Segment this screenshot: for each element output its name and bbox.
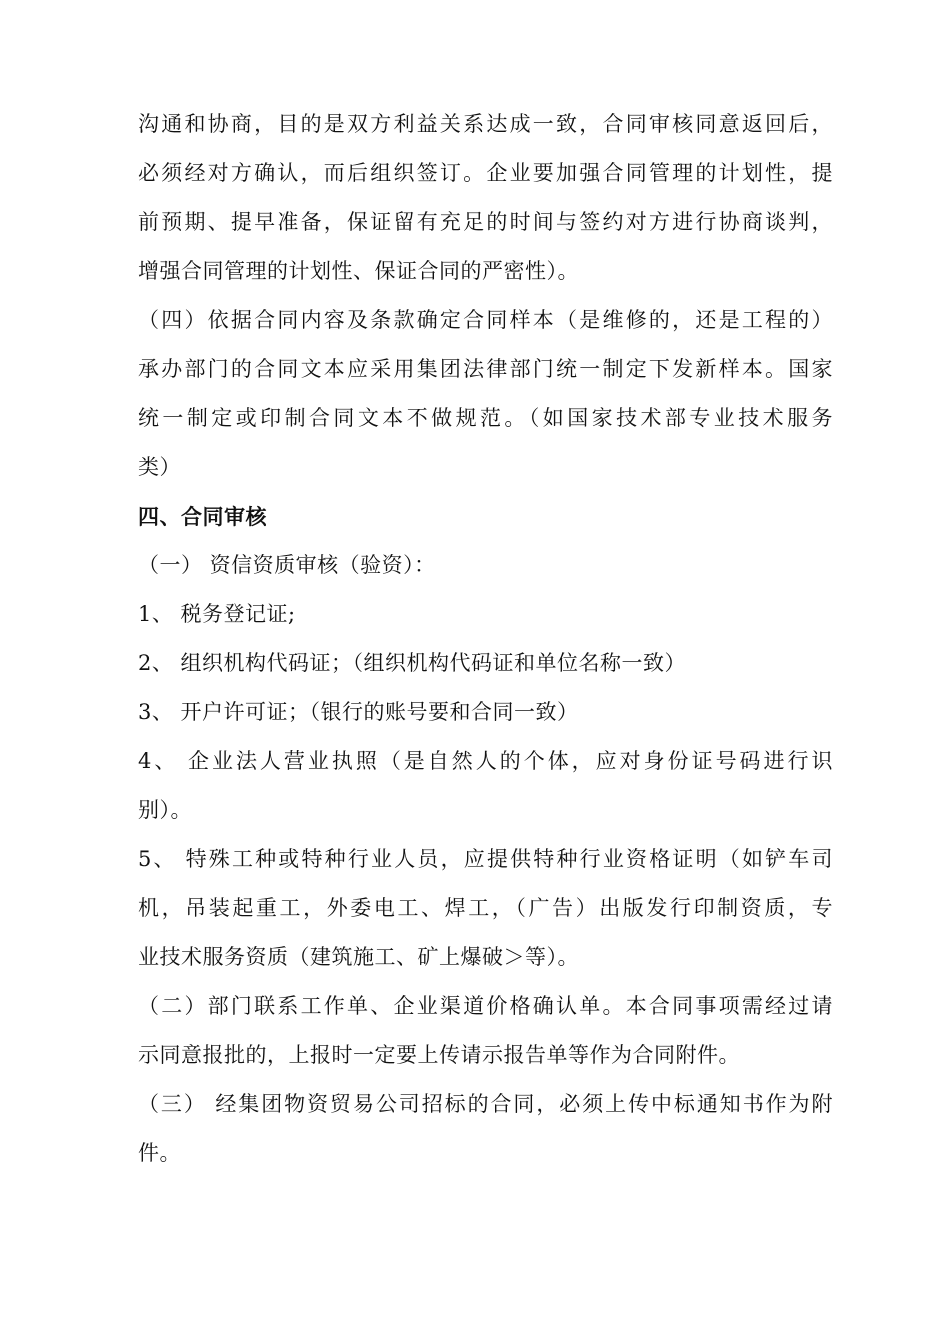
paragraph-line: （三） 经集团物资贸易公司招标的合同，必须上传中标通知书作为附 [138,1092,833,1116]
paragraph-line: 必须经对方确认，而后组织签订。企业要加强合同管理的计划性，提 [138,161,833,185]
paragraph-line: 增强合同管理的计划性、保证合同的严密性）。 [138,259,579,283]
list-item: 3、 开户许可证；（银行的账号要和合同一致） [138,700,579,724]
paragraph-line: （四）依据合同内容及条款确定合同样本（是维修的，还是工程的） [138,308,833,332]
list-item-continuation: 机，吊装起重工，外委电工、焊工，（广告）出版发行印制资质，专 [138,896,833,920]
paragraph-line: （二）部门联系工作单、企业渠道价格确认单。本合同事项需经过请 [138,994,833,1018]
paragraph-line: 前预期、提早准备，保证留有充足的时间与签约对方进行协商谈判， [138,210,833,234]
list-item-continuation: 业技术服务资质（建筑施工、矿上爆破＞等）。 [138,945,579,969]
list-item-continuation: 别）。 [138,798,192,822]
list-item: 1、 税务登记证; [138,602,296,626]
paragraph-line: 统一制定或印制合同文本不做规范。（如国家技术部专业技术服务 [138,406,833,430]
document-body [138,100,833,1178]
paragraph-line: 沟通和协商，目的是双方利益关系达成一致，合同审核同意返回后， [138,112,833,136]
paragraph-line: 类） [138,455,181,479]
paragraph-line: 示同意报批的，上报时一定要上传请示报告单等作为合同附件。 [138,1043,740,1067]
list-item: 5、 特殊工种或特种行业人员，应提供特种行业资格证明（如铲车司 [138,847,833,871]
section-heading: 四、合同审核 [138,504,267,529]
subsection-heading: （一） 资信资质审核（验资）： [138,553,436,577]
paragraph-line: 承办部门的合同文本应采用集团法律部门统一制定下发新样本。国家 [138,357,833,381]
paragraph-line: 件。 [138,1141,181,1165]
list-item: 4、 企业法人营业执照（是自然人的个体，应对身份证号码进行识 [138,749,833,773]
list-item: 2、 组织机构代码证；（组织机构代码证和单位名称一致） [138,651,687,675]
